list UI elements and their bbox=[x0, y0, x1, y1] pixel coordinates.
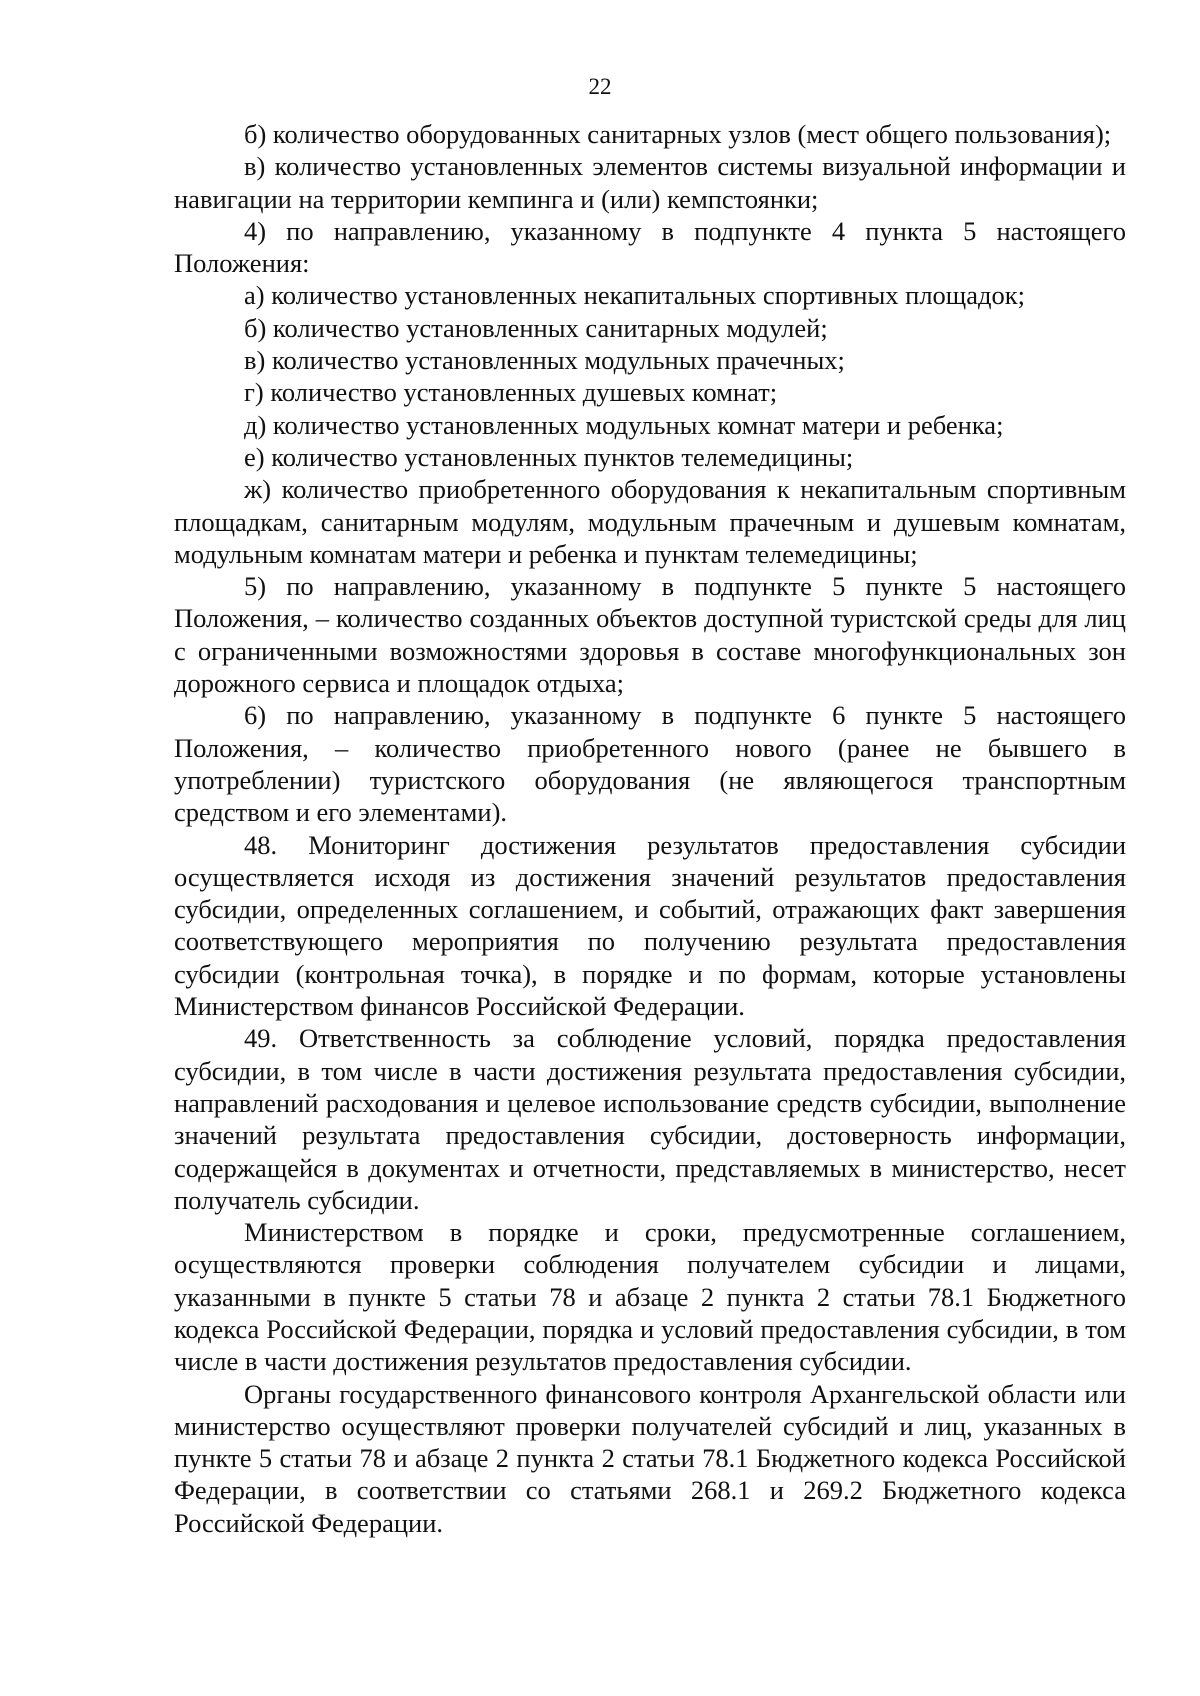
paragraph: б) количество установленных санитарных модулей; bbox=[244, 312, 828, 343]
paragraph: в) количество установленных элементов системы визуальной информации и навигации на территории кемпинга и (или) кемпстоянки; bbox=[174, 151, 1126, 214]
paragraph: 48. Мониторинг достижения результатов предоставления субсидии осуществляется исходя из достижения значений результатов предоставления субсидии, определенных соглашением, и событий, отражающих факт завершения соответствующего мероприятия по получению результата предоставления субсидии (контрольная точка), в порядке и по формам, которые установлены Министерством финансов Российской Федерации. bbox=[174, 829, 1126, 1022]
paragraph: а) количество установленных некапитальных спортивных площадок; bbox=[244, 280, 1025, 311]
paragraph: 6) по направлению, указанному в подпункте 6 пункте 5 настоящего Положения, – количество приобретенного нового (ранее не бывшего в употреблении) туристского оборудования (не являющегося транспортным средством и его элементами). bbox=[174, 700, 1126, 828]
paragraph: д) количество установленных модульных комнат матери и ребенка; bbox=[244, 409, 1004, 440]
paragraph: в) количество установленных модульных прачечных; bbox=[244, 345, 845, 376]
paragraph: г) количество установленных душевых комнат; bbox=[244, 377, 778, 408]
document-body bbox=[174, 118, 1126, 1539]
paragraph: е) количество установленных пунктов телемедицины; bbox=[244, 441, 854, 472]
paragraph: 49. Ответственность за соблюдение условий, порядка предоставления субсидии, в том числе в части достижения результата предоставления субсидии, направлений расходования и целевое использование средств субсидии, выполнение значений результата предоставления субсидии, достоверность информации, содержащейся в документах и отчетности, представляемых в министерство, несет получатель субсидии. bbox=[174, 1023, 1126, 1215]
paragraph: 5) по направлению, указанному в подпункте 5 пункте 5 настоящего Положения, – количество созданных объектов доступной туристской среды для лиц с ограниченными возможностями здоровья в составе многофункциональных зон дорожного сервиса и площадок отдыха; bbox=[174, 571, 1126, 699]
paragraph: Министерством в порядке и сроки, предусмотренные соглашением, осуществляются проверки соблюдения получателем субсидии и лицами, указанными в пункте 5 статьи 78 и абзаце 2 пункта 2 статьи 78.1 Бюджетного кодекса Российской Федерации, порядка и условий предоставления субсидии, в том числе в части достижения результатов предоставления субсидии. bbox=[174, 1217, 1126, 1377]
page-number: 22 bbox=[588, 74, 612, 99]
paragraph: ж) количество приобретенного оборудования к некапитальным спортивным площадкам, санитарным модулям, модульным прачечным и душевым комнатам, модульным комнатам матери и ребенка и пунктам телемедицины; bbox=[174, 474, 1126, 569]
paragraph: Органы государственного финансового контроля Архангельской области или министерство осуществляют проверки получателей субсидий и лиц, указанных в пункте 5 статьи 78 и абзаце 2 пункта 2 статьи 78.1 Бюджетного кодекса Российской Федерации, в соответствии со статьями 268.1 и 269.2 Бюджетного кодекса Российской Федерации. bbox=[174, 1378, 1126, 1538]
paragraph: 4) по направлению, указанному в подпункте 4 пункта 5 настоящего Положения: bbox=[174, 215, 1126, 279]
paragraph: б) количество оборудованных санитарных узлов (мест общего пользования); bbox=[244, 119, 1112, 149]
